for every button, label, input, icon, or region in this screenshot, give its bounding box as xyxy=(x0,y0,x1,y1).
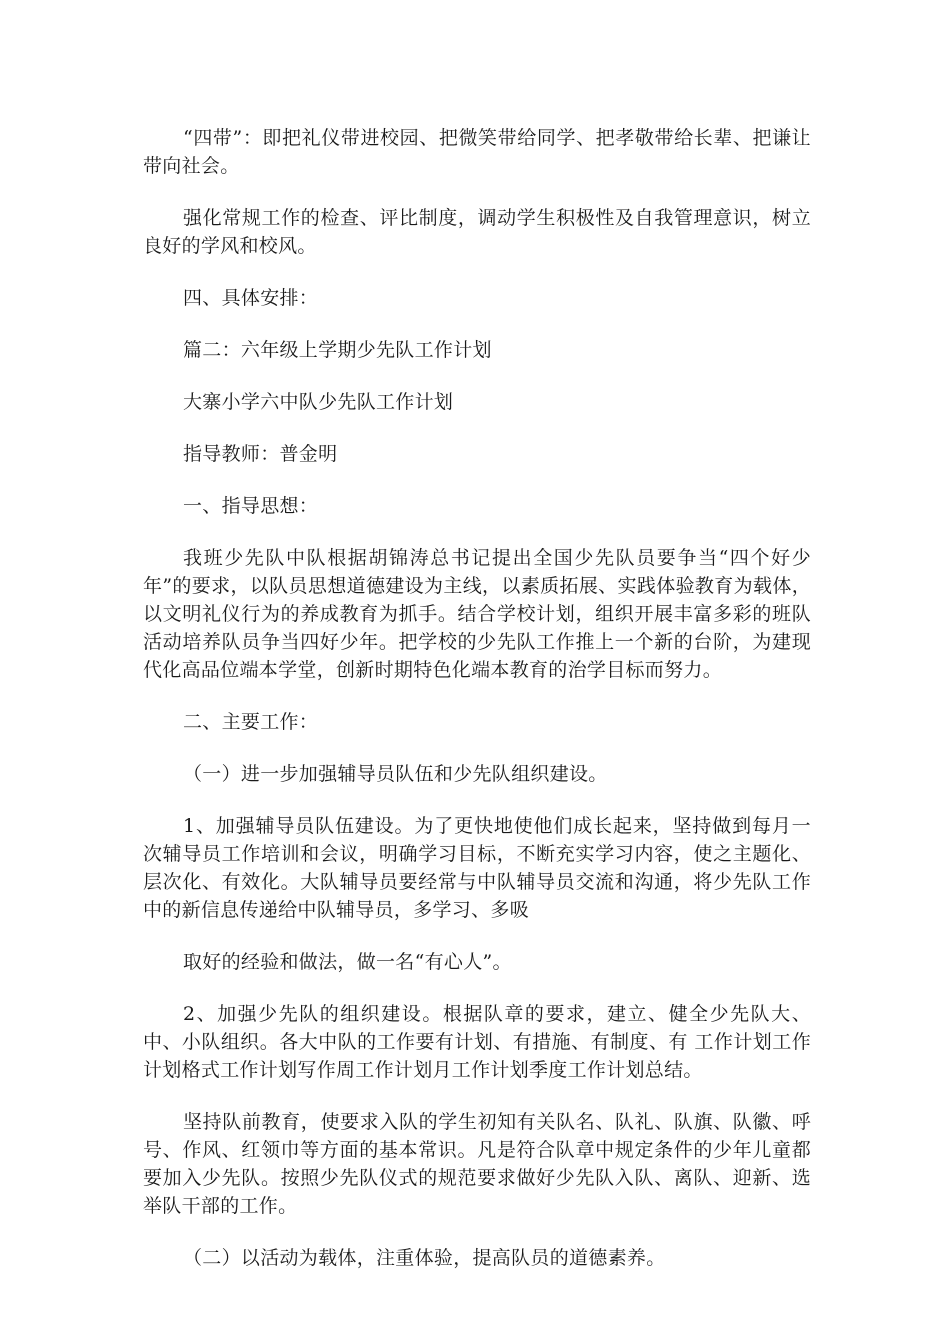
heading-specific-arrangements: 四、具体安排： xyxy=(183,287,319,309)
heading-part-two: 篇二：六年级上学期少先队工作计划 xyxy=(183,339,492,361)
instructor-line: 指导教师：普金明 xyxy=(183,443,338,465)
plan-title: 大寨小学六中队少先队工作计划 xyxy=(183,391,454,413)
heading-guiding-ideology: 一、指导思想： xyxy=(183,495,319,517)
heading-main-work: 二、主要工作： xyxy=(183,711,319,733)
paragraph-guiding-ideology: 我班少先队中队根据胡锦涛总书记提出全国少先队员要争当“四个好少年”的要求，以队员思想道德建设为主线，以素质拓展、实践体验教育为载体，以文明礼仪行为的养成教育为抓手。结合学校计划，组织开展丰富多彩的班队活动培养队员争当四好少年。把学校的少先队工作推上一个新的台阶，为建现代化高品位端本学堂，创新时期特色化端本教育的治学目标而努力。 xyxy=(143,547,811,681)
heading-section-one: （一）进一步加强辅导员队伍和少先队组织建设。 xyxy=(183,763,608,785)
heading-section-two: （二）以活动为载体，注重体验，提高队员的道德素养。 xyxy=(183,1247,666,1269)
paragraph-counselor-team: 1、加强辅导员队伍建设。为了更快地使他们成长起来，坚持做到每月一次辅导员工作培训和会议，明确学习目标，不断充实学习内容，使之主题化、层次化、有效化。大队辅导员要经常与中队辅导员交流和沟通，将少先队工作中的新信息传递给中队辅导员，多学习、多吸 xyxy=(143,815,811,921)
paragraph-si-dai: “四带”：即把礼仪带进校园、把微笑带给同学、把孝敬带给长辈、把谦让带向社会。 xyxy=(143,127,811,177)
paragraph-counselor-team-cont: 取好的经验和做法，做一名“有心人”。 xyxy=(183,951,512,973)
paragraph-routine-work: 强化常规工作的检查、评比制度，调动学生积极性及自我管理意识，树立良好的学风和校风。 xyxy=(143,207,811,257)
document-body xyxy=(143,124,811,1296)
paragraph-organization-building: 2、加强少先队的组织建设。根据队章的要求，建立、健全少先队大、中、小队组织。各大中队的工作要有计划、有措施、有制度、有 工作计划工作计划格式工作计划写作周工作计划月工作计划季度工作计划总结。 xyxy=(143,1003,811,1081)
paragraph-pre-team-education: 坚持队前教育，使要求入队的学生初知有关队名、队礼、队旗、队徽、呼号、作风、红领巾等方面的基本常识。凡是符合队章中规定条件的少年儿童都要加入少先队。按照少先队仪式的规范要求做好少先队入队、离队、迎新、选举队干部的工作。 xyxy=(143,1111,811,1217)
